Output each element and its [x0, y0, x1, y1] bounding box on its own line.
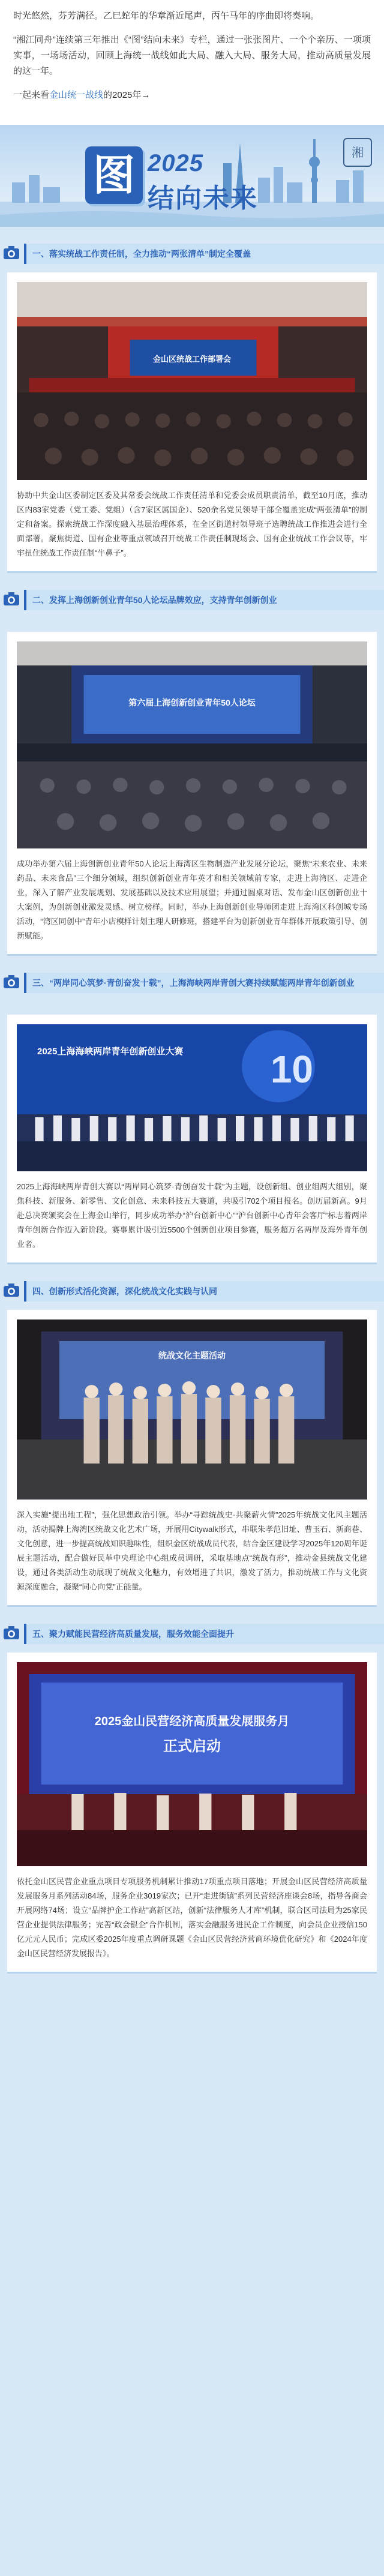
- camera-icon: [2, 974, 20, 989]
- camera-icon: [2, 1282, 20, 1298]
- section-1-photo: [17, 282, 367, 480]
- camera-icon: [2, 245, 20, 260]
- section-4-header: [0, 1277, 384, 1305]
- section-2-header: [0, 586, 384, 627]
- intro-block: [0, 0, 384, 125]
- section-4-body: 深入实施“提出地工程”，强化思想政治引领。举办“寻踪统战史·共聚薪火情”2025年统战文化风主题活动，活动揭牌上海湾区统战文化艺术广场，开展用Citywalk形式，串联朱孝范旧址、曹玉石、新商巷、文化创意，进一步提高统战知识趣味性，组织金区统战成员代表，结合金区建设学习2025年120周年诞辰主题活动，配合做好民革中央理论中心组成员调研，采取基地点“统战有形”，推动金县统战文化建设，通过各类活动生动展现了统战文化魅力，有效增进了共识，激发了活力，推动统战工作与文化资源深度融合，凝聚“同心向党”正能量。: [17, 1510, 367, 1591]
- section-5-title: 五、聚力赋能民营经济高质量发展，服务效能全面提升: [24, 1624, 384, 1644]
- section-number: 三: [32, 978, 41, 988]
- section-4-screen-title: 统战文化主题活动: [158, 1351, 226, 1360]
- column-subtitle: 结向未来: [148, 184, 258, 213]
- section-title-text: 落实统战工作责任制，全力推动“两张清单”制定全覆盖: [49, 249, 251, 259]
- section-title-text: “两岸同心筑梦·青创奋发十载”，上海海峡两岸青创大赛持续赋能两岸青年创新创业: [49, 978, 355, 988]
- section-3-header: [0, 969, 384, 1010]
- section-5-header: [0, 1620, 384, 1648]
- section-4-card: [7, 1310, 377, 1607]
- column-logo: 图: [85, 146, 143, 204]
- section-2-photo: [17, 641, 367, 848]
- section-3-photo: [17, 1024, 367, 1171]
- intro-prefix: 一起来看: [13, 90, 50, 100]
- section-3-body: 2025上海海峡两岸青创大赛以“两岸同心筑梦·青创奋发十载”为主题，设创新组、创业组两大组别，聚焦科技、新服务、新零售、文化创意、未来科技五大赛道，共吸引702个项目报名。创历届新高。9月赴总决赛颁奖会在上海金山举行，同步成功举办“沪台创新中心”“沪台创新中心青年会客厅”标志着两岸青年创新合作迈入新阶段。赛事累计吸引近5500个创新创业项目参赛，服务超万名两岸及海外青年创业者。: [17, 1182, 367, 1249]
- section-5-photo: [17, 1662, 367, 1866]
- section-title-text: 发挥上海创新创业青年50人论坛品牌效应，支持青年创新创业: [49, 595, 277, 605]
- column-year: 2025: [148, 150, 203, 176]
- section-2-title: 二、发挥上海创新创业青年50人论坛品牌效应，支持青年创新创业: [24, 590, 384, 610]
- section-5-screen-sub: 正式启动: [163, 1738, 221, 1755]
- section-number: 一: [32, 249, 41, 259]
- section-1-title: 一、落实统战工作责任制，全力推动“两张清单”制定全覆盖: [24, 244, 384, 264]
- section-3-card: [7, 1015, 377, 1264]
- section-4-title: 四、创新形式活化资源，深化统战文化实践与认同: [24, 1281, 384, 1302]
- column-banner: [0, 125, 384, 227]
- intro-highlight: 金山统一战线: [49, 90, 104, 100]
- section-3-screen-big: 10: [270, 1048, 313, 1091]
- section-3-title: 三、“两岸同心筑梦·青创奋发十载”，上海海峡两岸青创大赛持续赋能两岸青年创新创业: [24, 973, 384, 993]
- section-title-text: 聚力赋能民营经济高质量发展，服务效能全面提升: [49, 1629, 234, 1639]
- section-number: 二: [32, 595, 41, 605]
- section-3-screen-title: 2025上海海峡两岸青年创新创业大赛: [37, 1046, 184, 1057]
- intro-paragraph-2: “湘江同舟”连续第三年推出《“图”结向未来》专栏，通过一张张图片、一个个亲历、一项项实事，一场场活动，回顾上海统一战线如此大局、融入大局、服务大局，推动高质量发展的这一年。: [13, 35, 371, 76]
- section-1-card: [7, 272, 377, 573]
- section-title-text: 创新形式活化资源，深化统战文化实践与认同: [49, 1286, 217, 1296]
- section-1-body: 协助中共金山区委制定区委及其常委会统战工作责任清单和党委会成员职责清单，截至10月底，推动区内83家党委（党工委、党组）（含7家区属国企）、520余名党员领导干部全覆盖完成“两张清单”的制定和备案。探索统战工作深度融入基层治理体系，在全区街道村领导班子选聘统战工作推进会进行全面部署。聚焦街道、国有企业等重点领域召开统战工作责任制现场会、国有企业统战工作会议等，牢牢扭住统战工作责任制“牛鼻子”。: [17, 491, 367, 557]
- section-2-card: [7, 632, 377, 956]
- intro-paragraph-1: 时光悠然，芬芳满径。乙巳蛇年的华章渐近尾声，丙午马年的序曲即将奏响。: [13, 11, 320, 21]
- section-number: 四: [32, 1286, 41, 1296]
- camera-icon: [2, 591, 20, 607]
- section-5-screen-title: 2025金山民营经济高质量发展服务月: [94, 1715, 290, 1728]
- section-1-screen-title: 金山区统战工作部署会: [152, 355, 231, 364]
- section-1-header: [0, 240, 384, 268]
- intro-suffix: 的2025年→: [103, 90, 151, 100]
- intro-paragraph-3: [13, 88, 371, 103]
- section-2-body: 成功举办第六届上海创新创业青年50人论坛上海湾区生物制造产业发展分论坛，聚焦“未来农业、未来药品、未来食品”三个细分领域，组织创新创业青年英才和相关领域前专家，走进上海湾区、走进企业，深入了解产业发展规划、发展基础以及技术应用展望；并通过圆桌对话、发布金山区创新创业十大案例，为创新创业激发灵感、树立榜样。同时，举办上海创新创业导师团走进上海湾区科创城专场活动，“湾区同创中”青年小店模样计划主理人研修班，搭建平台为创新创业青年群体开展政策引导、创新赋能。: [17, 859, 367, 940]
- section-5-body: 依托金山区民营企业重点项目专项服务机制累计推动17项重点项目落地；开展金山区民营经济高质量发展服务月系列活动84场，服务企业3019家次；已开“走进街镇”系列民营经济座谈会8场，指导各商会开展网络74场；设立“品牌护企工作站”高新区站，创新“法律服务人才库”机制，联合区司法局为25家民营企业提供法律服务；完善“政会银企”合作机制，落实金融服务进民企工作制度，向会员企业授信150亿元元人民币；完成区委2025年度重点调研课题《金山区民营经济营商环境优化研究》和《2024年度金山区民营经济发展报告》。: [17, 1877, 367, 1958]
- section-2-screen-title: 第六届上海创新创业青年50人论坛: [128, 698, 256, 707]
- section-number: 五: [32, 1629, 41, 1639]
- section-5-card: [7, 1653, 377, 1974]
- camera-icon: [2, 1625, 20, 1641]
- column-stamp: 湘: [343, 138, 372, 167]
- section-4-photo: [17, 1320, 367, 1500]
